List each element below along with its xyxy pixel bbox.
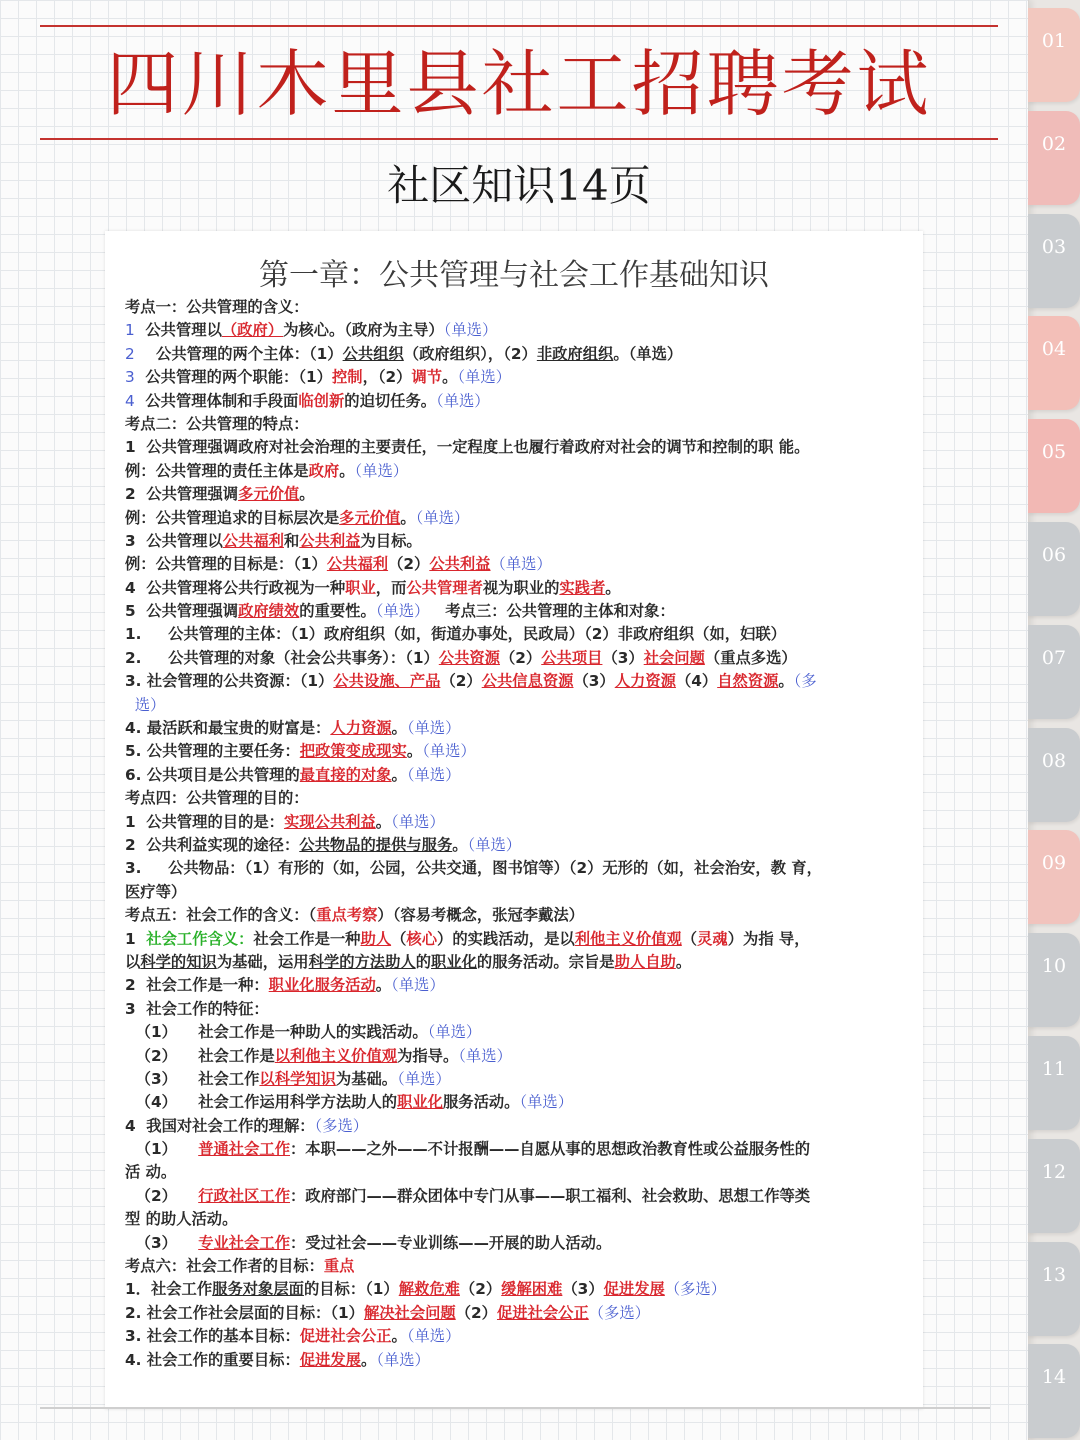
text-line (125, 1278, 910, 1301)
text-run: 科学的知识 (140, 952, 217, 971)
text-run: 例：公共管理追求的目标层次是 (125, 508, 340, 527)
text-line (125, 998, 910, 1021)
text-run: 重点 (323, 1257, 355, 1276)
text-run: 重点考察 (316, 906, 378, 925)
text-line (125, 366, 910, 389)
text-run: 。 (299, 485, 315, 504)
text-run: 临创新 (298, 391, 345, 410)
text-run: 1 (125, 929, 147, 948)
text-run: ）为指 导， (727, 929, 810, 948)
text-run: （ (391, 929, 407, 948)
text-run: 公共利益 (429, 555, 491, 574)
text-run: 公共管理体制和手段面 (134, 391, 299, 410)
text-run: 医疗等） (125, 882, 187, 901)
text-run: 。 (778, 672, 794, 691)
text-run: 实践者 (559, 578, 606, 597)
text-line (125, 694, 910, 717)
text-line (125, 343, 910, 366)
page-tab-09[interactable]: 09 (1028, 830, 1080, 924)
text-run: 实现公共利益 (283, 812, 376, 831)
text-run: 考点一：公共管理的含义： (125, 298, 309, 316)
page-tab-06[interactable]: 06 (1028, 522, 1080, 616)
text-run: （3） 社会工作 (125, 1069, 260, 1088)
text-run: 的服务活动。宗旨是 (476, 952, 615, 971)
text-run: （3） (125, 1233, 199, 1252)
text-run: 5 公共管理强调 (125, 602, 239, 621)
text-run: 的目标：（1） (303, 1280, 399, 1299)
text-run: 公共福利 (222, 531, 284, 550)
page-tab-03[interactable]: 03 (1028, 214, 1080, 308)
text-line (125, 1068, 910, 1091)
text-run: 2 (125, 344, 135, 363)
text-run: 5. 公共管理的主要任务： (125, 742, 300, 761)
text-run: 政府绩效 (238, 602, 300, 621)
text-run: 公共管理的两个职能：（1） (134, 368, 332, 387)
text-run: 4. 社会工作的重要目标： (125, 1350, 300, 1369)
text-run: 2 社会工作是一种： (125, 976, 269, 995)
text-run: （重点多选） (704, 648, 797, 667)
text-run: 3 社会工作的特征： (125, 999, 269, 1018)
text-line (125, 764, 910, 787)
text-run: 1. 公共管理的主体：（1）政府组织（如，街道办事处，民政局）（2）非政府组织（如，妇联） (125, 625, 786, 644)
text-run: （单选） (490, 555, 552, 574)
text-run: ：本职——之外——不计报酬——自愿从事的思想政治教育性或公益服务性的 (290, 1140, 811, 1159)
text-run: 2 公共利益实现的途径： (125, 835, 300, 854)
text-run: 例：公共管理的目标是：（1） (125, 555, 327, 574)
text-run: 为目标。 (360, 531, 422, 550)
text-run: 公共信息资源 (481, 672, 574, 691)
text-run: （单选） (457, 368, 511, 387)
text-run: ，而 (375, 578, 407, 597)
text-run: 以科学知识 (259, 1069, 336, 1088)
text-line (125, 1208, 910, 1231)
text-run: 公共利益 (299, 531, 361, 550)
text-run: ）的实践活动，是以 (437, 929, 575, 948)
text-run: 为指导。 (397, 1046, 459, 1065)
text-run: （2） (125, 1186, 199, 1205)
text-run: 社会工作是一种 (253, 929, 361, 948)
text-run: 4. 最活跃和最宝贵的财富是： (125, 719, 331, 738)
text-run: 职业 (345, 578, 376, 597)
text-run: （单选） (458, 1046, 512, 1065)
text-run: （单选） (406, 1327, 461, 1346)
text-run: 。 (375, 812, 392, 831)
text-run: 。 (605, 578, 621, 597)
text-line (125, 296, 910, 319)
text-run: （2） (440, 672, 482, 691)
text-run: 活 动。 (125, 1163, 177, 1182)
text-run: 专业社会工作 (198, 1233, 290, 1252)
text-line (125, 787, 910, 810)
text-run: 核心 (406, 929, 438, 948)
page-tab-05[interactable]: 05 (1028, 419, 1080, 513)
text-line (125, 857, 910, 880)
text-run: 多元价值 (339, 508, 401, 527)
text-run: 利他主义价值观 (574, 929, 682, 948)
text-run: 。 (391, 765, 407, 784)
text-run: 公共管理者 (406, 578, 483, 597)
text-line (125, 436, 910, 459)
text-run: ）（容易考概念，张冠李戴法） (377, 906, 584, 925)
text-line (125, 717, 910, 740)
text-run: 1．社会工作 (125, 1280, 213, 1299)
text-run: 型 的助人活动。 (125, 1210, 238, 1229)
text-run: 职业化服务活动 (268, 976, 376, 995)
text-run: 。 (675, 952, 692, 971)
text-run: 调节 (411, 368, 443, 387)
text-run: （单选） (519, 1093, 574, 1112)
text-run: （单选） (354, 461, 409, 480)
text-run: 的迫切任务。 (344, 391, 437, 410)
text-run: 人力资源 (614, 672, 676, 691)
text-run: 普通社会工作 (198, 1140, 290, 1159)
text-run: 公共福利 (326, 555, 389, 574)
text-run: （单选） (467, 835, 522, 854)
text-run: 。（单选） (613, 344, 683, 363)
text-run: 社会问题 (643, 648, 705, 667)
text-run: 考点二：公共管理的特点： (125, 414, 309, 433)
text-run: 2. 社会工作社会层面的目标：（1） (125, 1303, 364, 1322)
text-run: （2） (455, 1303, 497, 1322)
text-run: （ (681, 929, 698, 948)
text-line (125, 1255, 910, 1278)
text-run: （多选） (588, 1303, 650, 1322)
text-run: （4） (675, 672, 718, 691)
text-run: 。 (406, 742, 423, 761)
text-run: 2. 公共管理的对象（社会公共事务）：（1） (125, 648, 439, 667)
text-run: 科学的方法助人 (308, 952, 416, 971)
text-run: （4） 社会工作运用科学方法助人的 (125, 1093, 398, 1112)
text-run: （单选） (376, 1350, 430, 1369)
text-run: 3. 公共物品：（1）有形的（如，公园，公共交通，图书馆等）（2）无形的（如，社会治安，教 育， (125, 859, 822, 878)
text-run: 社会工作含义： (146, 929, 254, 948)
text-line (125, 413, 910, 436)
text-run: 考点四：公共管理的目的： (125, 789, 309, 808)
text-run: （单选） (397, 1069, 451, 1088)
text-line (125, 553, 910, 576)
page-tab-12[interactable]: 12 (1028, 1139, 1080, 1233)
text-run: 公共项目 (541, 648, 603, 667)
text-run: 考点五：社会工作的含义：（ (125, 906, 317, 925)
page-tab-01[interactable]: 01 (1028, 8, 1080, 102)
text-line (125, 390, 910, 413)
text-run: 6. 公共项目是公共管理的 (125, 765, 300, 784)
text-run: 促进发展 (299, 1350, 361, 1369)
text-line (125, 1185, 910, 1208)
text-run: 1 公共管理强调政府对社会治理的主要责任，一定程度上也履行着政府对社会的调节和控制的职 能。 (125, 438, 810, 457)
text-run: 。 (360, 1350, 377, 1369)
text-run: （单选） (391, 976, 445, 995)
text-run: （政府） (221, 321, 284, 340)
text-run: 促进社会公正 (496, 1303, 589, 1322)
text-run: 的 (415, 952, 432, 971)
text-line (125, 647, 910, 670)
page-tab-04[interactable]: 04 (1028, 316, 1080, 410)
text-run: 为基础，运用 (216, 952, 309, 971)
text-line (125, 1045, 910, 1068)
text-run: 缓解困难 (501, 1280, 563, 1299)
text-line (125, 1325, 910, 1348)
text-line (125, 881, 910, 904)
text-line (125, 1349, 910, 1372)
text-run: （政府组织），（2） (403, 344, 537, 363)
text-run: 公共管理以 (134, 321, 222, 340)
text-line (125, 904, 910, 927)
text-run: 。 (391, 719, 407, 738)
chapter-title: 第一章：公共管理与社会工作基础知识 (259, 258, 769, 293)
document-body (125, 296, 910, 1372)
text-line (125, 623, 910, 646)
text-run: （单选） (415, 508, 470, 527)
text-run: 人力资源 (330, 719, 392, 738)
text-run: 政府 (308, 461, 340, 480)
document-sheet (105, 231, 923, 1409)
text-run: 。 (391, 1327, 407, 1346)
text-run: 考点六：社会工作者的目标： (125, 1257, 324, 1276)
text-line (125, 1138, 910, 1161)
text-line (125, 600, 910, 623)
text-line (125, 670, 910, 693)
text-run: 非政府组织 (536, 344, 614, 363)
text-run: 服务活动。 (442, 1093, 520, 1112)
text-run: 例：公共管理的责任主体是 (125, 461, 309, 480)
text-run: 1 (125, 321, 135, 340)
page-tab-11[interactable]: 11 (1028, 1036, 1080, 1130)
text-run: （1） (125, 1140, 199, 1159)
text-run: 灵魂 (697, 929, 728, 948)
text-run: 助人自助 (614, 952, 676, 971)
text-run: 的重要性。 (299, 602, 376, 621)
text-run: （3） (562, 1280, 604, 1299)
text-run: 服务对象层面 (212, 1280, 304, 1299)
text-run: 1 公共管理的目的是： (125, 812, 284, 831)
text-run: （多选） (314, 1116, 369, 1135)
text-line (125, 740, 910, 763)
title-red-rule (40, 138, 998, 140)
text-run: 促进社会公正 (299, 1327, 392, 1346)
text-run: 3 公共管理以 (125, 531, 223, 550)
text-run: 促进发展 (603, 1280, 665, 1299)
text-line (125, 530, 910, 553)
text-run: （2） (459, 1280, 502, 1299)
text-line (125, 811, 910, 834)
text-run: 3 (125, 368, 135, 387)
text-run: 2 公共管理强调 (125, 485, 239, 504)
page-title: 四川木里县社工招聘考试 (106, 42, 932, 126)
page-tab-02[interactable]: 02 (1028, 111, 1080, 205)
text-run: 公共管理的两个主体：（1） (134, 344, 343, 363)
text-run: （2） 社会工作是 (125, 1046, 275, 1065)
text-run: （单选） (427, 1023, 482, 1042)
text-run: 解决社会问题 (363, 1303, 456, 1322)
text-line (125, 1021, 910, 1044)
text-run: 公共物品的提供与服务 (299, 835, 453, 854)
text-run: 视为职业的 (482, 578, 560, 597)
text-run: 。 (375, 976, 392, 995)
text-line (125, 928, 910, 951)
text-run: （单选） (436, 391, 490, 410)
text-line (125, 1161, 910, 1184)
top-red-rule (40, 25, 998, 27)
text-run: （单选） (406, 719, 461, 738)
text-run: 最直接的对象 (299, 765, 392, 784)
text-run: 公共设施、产品 (333, 672, 441, 691)
text-line (125, 1091, 910, 1114)
page-tab-08[interactable]: 08 (1028, 728, 1080, 822)
text-run: （3） (602, 648, 644, 667)
text-run: ：受过社会——专业训练——开展的助人活动。 (290, 1233, 612, 1252)
page-tab-14[interactable]: 14 (1028, 1344, 1080, 1438)
page-tab-07[interactable]: 07 (1028, 625, 1080, 719)
text-run: （3） (573, 672, 615, 691)
text-run: 行政社区工作 (198, 1186, 290, 1205)
text-run: 和 (283, 531, 300, 550)
text-line (125, 834, 910, 857)
text-run: 解救危难 (398, 1280, 460, 1299)
text-run: 公共组织 (342, 344, 404, 363)
text-run: （单选） (443, 321, 498, 340)
text-run: （2） (499, 648, 542, 667)
text-run: （单选） (375, 602, 430, 621)
text-line (125, 1232, 910, 1255)
text-run: 公共资源 (438, 648, 500, 667)
text-run: 以 (125, 952, 141, 971)
text-run: ，（2） (362, 368, 412, 387)
page-tabs (1028, 0, 1080, 1440)
text-run: 为核心。（政府为主导） (283, 321, 444, 340)
text-run: 为基础。 (335, 1069, 398, 1088)
text-run: 4 公共管理将公共行政视为一种 (125, 578, 346, 597)
text-run: （单选） (391, 812, 445, 831)
text-run: 自然资源 (717, 672, 779, 691)
text-line (125, 507, 910, 530)
text-run: 把政策变成现实 (299, 742, 407, 761)
page-subtitle: 社区知识14页 (387, 161, 651, 210)
text-run: 4 (125, 391, 135, 410)
text-run: 职业化 (431, 952, 477, 971)
text-run: 控制 (331, 368, 363, 387)
text-run: 职业化 (397, 1093, 443, 1112)
page-tab-13[interactable]: 13 (1028, 1242, 1080, 1336)
text-run: 4 我国对社会工作的理解： (125, 1116, 315, 1135)
text-run: ：政府部门——群众团体中专门从事——职工福利、社会救助、思想工作等类 (290, 1186, 811, 1205)
text-run: 选） (125, 695, 166, 714)
bottom-rule (40, 1407, 990, 1409)
text-line (125, 319, 910, 342)
text-run: （2） (388, 555, 430, 574)
text-line (125, 483, 910, 506)
page-tab-10[interactable]: 10 (1028, 933, 1080, 1027)
text-run: （多选） (664, 1280, 727, 1299)
text-line (125, 974, 910, 997)
text-run: 3. 社会管理的公共资源：（1） (125, 672, 334, 691)
text-line (125, 577, 910, 600)
text-line (125, 460, 910, 483)
text-run: 。 (442, 368, 458, 387)
text-line (125, 951, 910, 974)
text-run: 3. 社会工作的基本目标： (125, 1327, 300, 1346)
text-run: 考点三：公共管理的主体和对象： (429, 602, 675, 621)
text-run: 。 (400, 508, 416, 527)
text-run: 。 (339, 461, 355, 480)
text-run: 。 (452, 835, 468, 854)
text-line (125, 1302, 910, 1325)
text-run: 多元价值 (238, 485, 300, 504)
text-run: （多 (793, 672, 817, 691)
text-line (125, 1115, 910, 1138)
text-run: （单选） (422, 742, 476, 761)
text-run: （1） 社会工作是一种助人的实践活动。 (125, 1023, 428, 1042)
text-run: 助人 (360, 929, 392, 948)
text-run: 以利他主义价值观 (274, 1046, 398, 1065)
text-run: （单选） (406, 765, 461, 784)
